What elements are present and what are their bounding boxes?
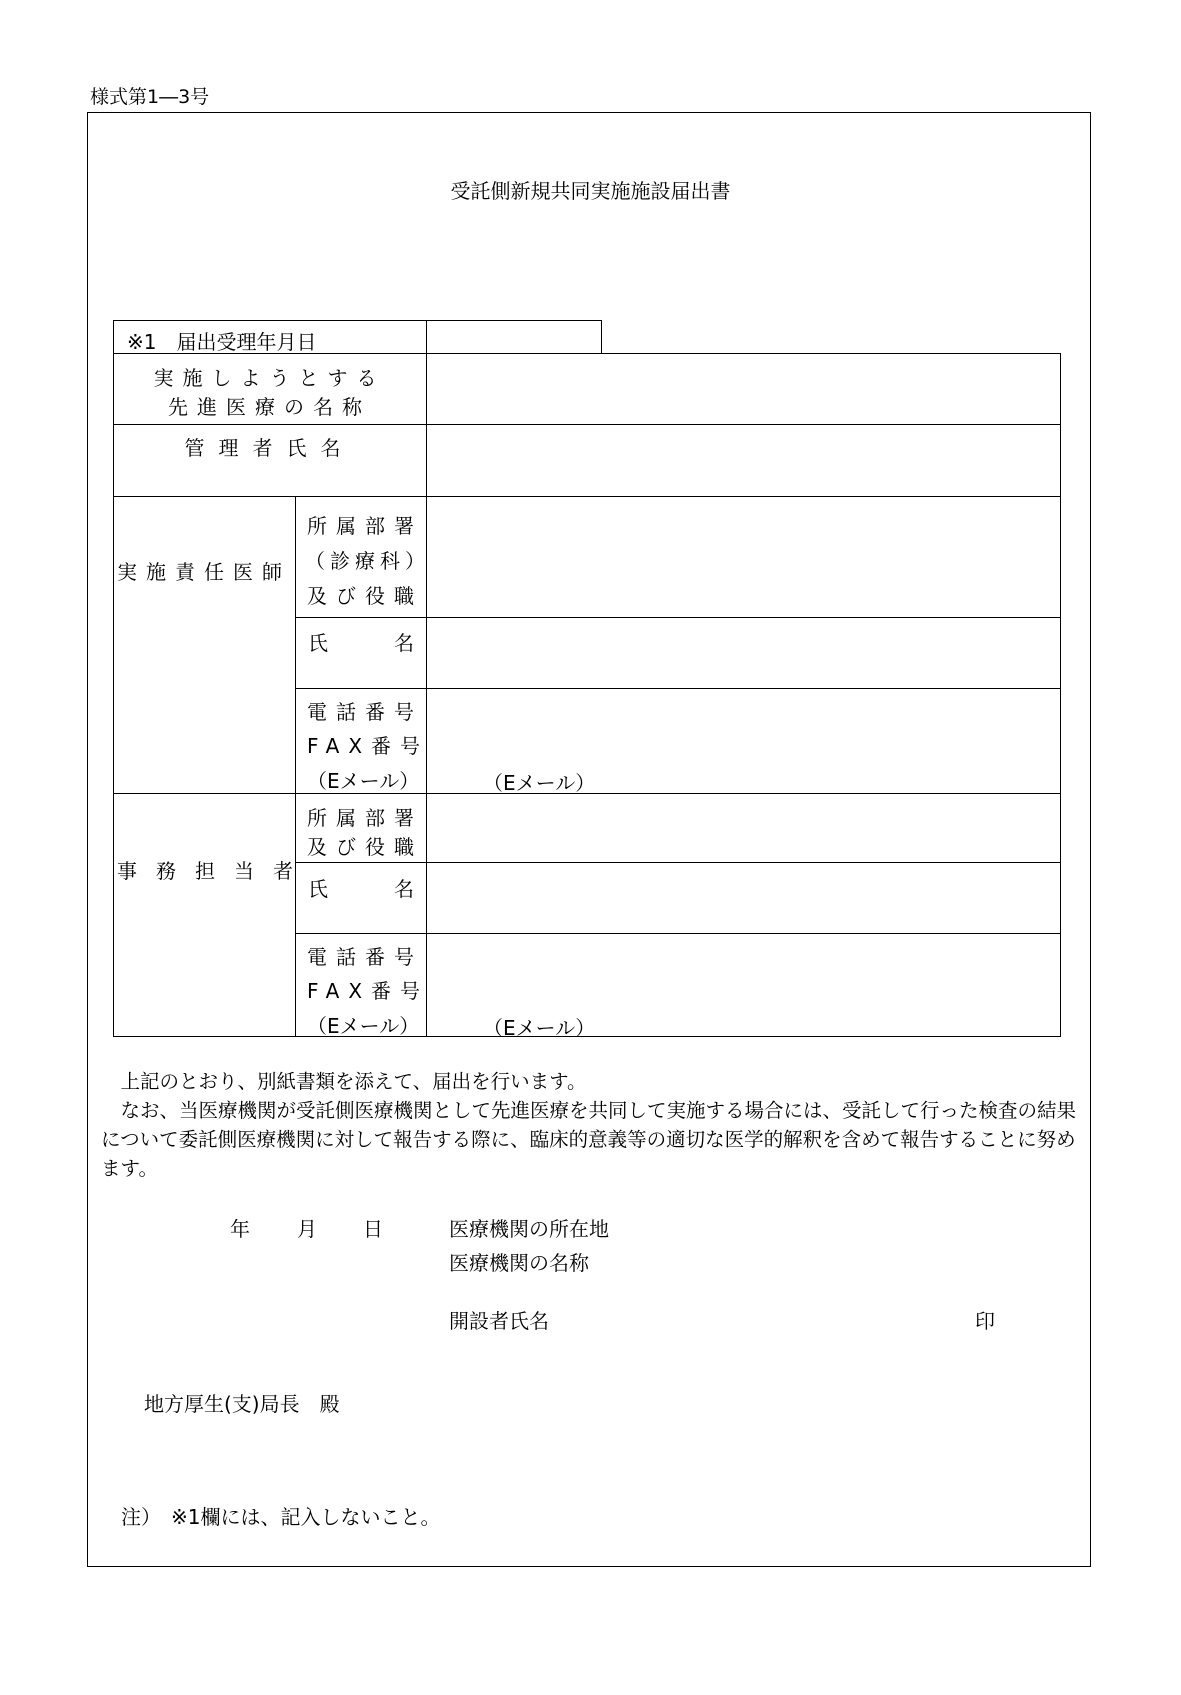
form-number: 様式第1―3号 (90, 86, 210, 108)
doctor-email-field-label: （Eメール） (483, 771, 596, 795)
doctor-name-label-left: 氏 (308, 631, 328, 655)
office-name-field[interactable] (428, 865, 1058, 931)
office-name-label-right: 名 (394, 877, 414, 901)
office-department-field[interactable] (428, 796, 1058, 860)
seal-mark: 印 (975, 1309, 995, 1333)
doctor-phone-fax-field[interactable] (428, 691, 1058, 761)
footnote: 注） ※1欄には、記入しないこと。 (121, 1505, 441, 1529)
addressee: 地方厚生(支)局長 殿 (144, 1392, 340, 1416)
founder-name-label: 開設者氏名 (449, 1309, 549, 1333)
receipt-date-label: ※1 届出受理年月日 (127, 330, 317, 354)
statement (101, 1067, 1086, 1183)
institution-name-label: 医療機関の名称 (449, 1251, 589, 1275)
doctor-department-label-line3: 及び役職 (307, 584, 423, 608)
doctor-department-label-line2: （診療科） (305, 549, 430, 573)
date-day-label: 日 (363, 1217, 383, 1241)
technology-name-label-line2: 先進医療の名称 (168, 395, 371, 419)
office-department-label-line2: 及び役職 (307, 835, 423, 859)
administrator-name-field[interactable] (428, 427, 1058, 494)
office-contact-group-label: 事務担当者 (117, 859, 312, 883)
statement-line1: 上記のとおり、別紙書類を添えて、届出を行います。 (120, 1070, 587, 1093)
date-month-label: 月 (297, 1217, 317, 1241)
office-phone-fax-field[interactable] (428, 936, 1058, 1006)
office-phone-label: 電話番号 (307, 945, 423, 969)
doctor-department-label-line1: 所属部署 (307, 514, 423, 538)
technology-name-field[interactable] (428, 356, 1058, 422)
responsible-doctor-group-label: 実施責任医師 (117, 560, 291, 584)
doctor-phone-label: 電話番号 (307, 700, 423, 724)
doctor-name-field[interactable] (428, 620, 1058, 686)
office-fax-label: FAX番号 (307, 979, 430, 1003)
date-year-label: 年 (230, 1217, 250, 1241)
doctor-department-field[interactable] (428, 499, 1058, 615)
receipt-date-field[interactable] (426, 327, 600, 351)
office-email-label: （Eメール） (307, 1014, 420, 1038)
doctor-fax-label: FAX番号 (307, 734, 430, 758)
statement-line2: なお、当医療機関が受託側医療機関として先進医療を共同して実施する場合には、受託して行った検査の結果について委託側医療機関に対して報告する際に、臨床的意義等の適切な医学的解釈を含めて報告することに努めます。 (101, 1099, 1077, 1180)
doctor-name-label-right: 名 (394, 631, 414, 655)
document-title: 受託側新規共同実施施設届出書 (450, 179, 731, 203)
office-email-field-label: （Eメール） (483, 1016, 596, 1040)
doctor-email-label: （Eメール） (307, 769, 420, 793)
technology-name-label-line1: 実施しようとする (153, 366, 386, 390)
office-department-label-line1: 所属部署 (307, 806, 423, 830)
administrator-label: 管理者氏名 (184, 436, 355, 460)
office-name-label-left: 氏 (308, 877, 328, 901)
institution-address-label: 医療機関の所在地 (449, 1217, 609, 1241)
